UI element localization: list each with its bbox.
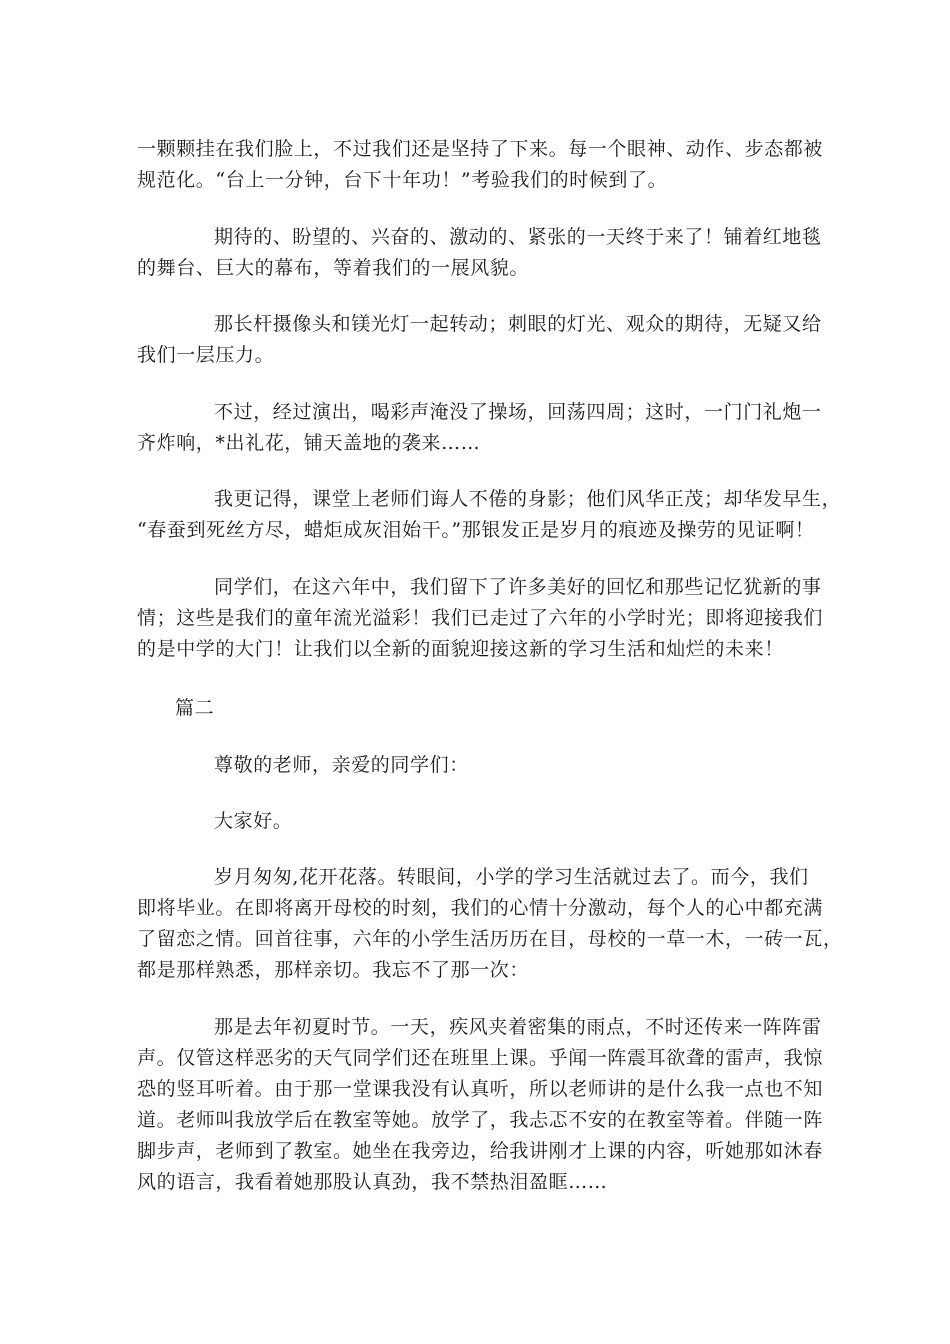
- text-line: 同学们，在这六年中，我们留下了许多美好的回忆和那些记忆犹新的事: [214, 576, 822, 598]
- text-line: 一颗颗挂在我们脸上，不过我们还是坚持了下来。每一个眼神、动作、步态都被: [137, 138, 824, 160]
- text-line: 我们一层压力。: [137, 344, 275, 366]
- paragraph: [137, 862, 843, 986]
- text-line: 规范化。“台上一分钟，台下十年功！”考验我们的时候到了。: [137, 169, 668, 191]
- text-line: 道。老师叫我放学后在教室等她。放学了，我忐忑不安的在教室等着。伴随一阵: [137, 1109, 824, 1131]
- text-line: “春蚕到死丝方尽，蜡炬成灰泪始干。”那银发正是岁月的痕迹及操劳的见证啊！: [137, 519, 815, 541]
- paragraph: [137, 309, 822, 371]
- salutation: 尊敬的老师，亲爱的同学们：: [214, 754, 469, 776]
- text-line: 齐炸响，*出礼花，铺天盖地的袭来……: [137, 432, 481, 454]
- text-line: 那长杆摄像头和镁光灯一起转动；刺眼的灯光、观众的期待，无疑又给: [214, 313, 822, 335]
- text-line: 即将毕业。在即将离开母校的时刻，我们的心情十分激动，每个人的心中都充满: [137, 897, 824, 919]
- text-line: 了留恋之情。回首往事，六年的小学生活历历在目，母校的一草一木，一砖一瓦，: [137, 928, 843, 950]
- paragraph: [137, 484, 842, 546]
- text-line: 的是中学的大门！让我们以全新的面貌迎接这新的学习生活和灿烂的未来！: [137, 638, 784, 660]
- paragraph: [137, 1012, 824, 1198]
- text-line: 那是去年初夏时节。一天，疾风夹着密集的雨点，不时还传来一阵阵雷: [214, 1016, 822, 1038]
- text-line: 情；这些是我们的童年流光溢彩！我们已走过了六年的小学时光；即将迎接我们: [137, 607, 824, 629]
- text-line: 不过，经过演出，喝彩声淹没了操场，回荡四周；这时，一门门礼炮一: [214, 401, 822, 423]
- text-line: 风的语言，我看着她那股认真劲，我不禁热泪盈眶……: [137, 1171, 608, 1193]
- paragraph: [137, 572, 824, 665]
- text-line: 我更记得，课堂上老师们诲人不倦的身影；他们风华正茂；却华发早生，: [214, 488, 842, 510]
- text-line: 脚步声，老师到了教室。她坐在我旁边，给我讲刚才上课的内容，听她那如沐春: [137, 1140, 824, 1162]
- text-line: 声。仅管这样恶劣的天气同学们还在班里上课。乎闻一阵震耳欲聋的雷声，我惊: [137, 1047, 824, 1069]
- text-line: 岁月匆匆,花开花落。转眼间，小学的学习生活就过去了。而今，我们: [214, 866, 809, 888]
- paragraph: [137, 222, 822, 284]
- text-line: 都是那样熟悉，那样亲切。我忘不了那一次：: [137, 959, 530, 981]
- greeting: 大家好。: [214, 810, 293, 832]
- paragraph: [137, 397, 822, 459]
- section-heading: 篇二: [175, 697, 215, 719]
- text-line: 期待的、盼望的、兴奋的、激动的、紧张的一天终于来了！铺着红地毯: [214, 226, 822, 248]
- text-line: 的舞台、巨大的幕布，等着我们的一展风貌。: [137, 257, 530, 279]
- text-line: 恐的竖耳听着。由于那一堂课我没有认真听，所以老师讲的是什么我一点也不知: [137, 1078, 824, 1100]
- paragraph: [137, 134, 824, 196]
